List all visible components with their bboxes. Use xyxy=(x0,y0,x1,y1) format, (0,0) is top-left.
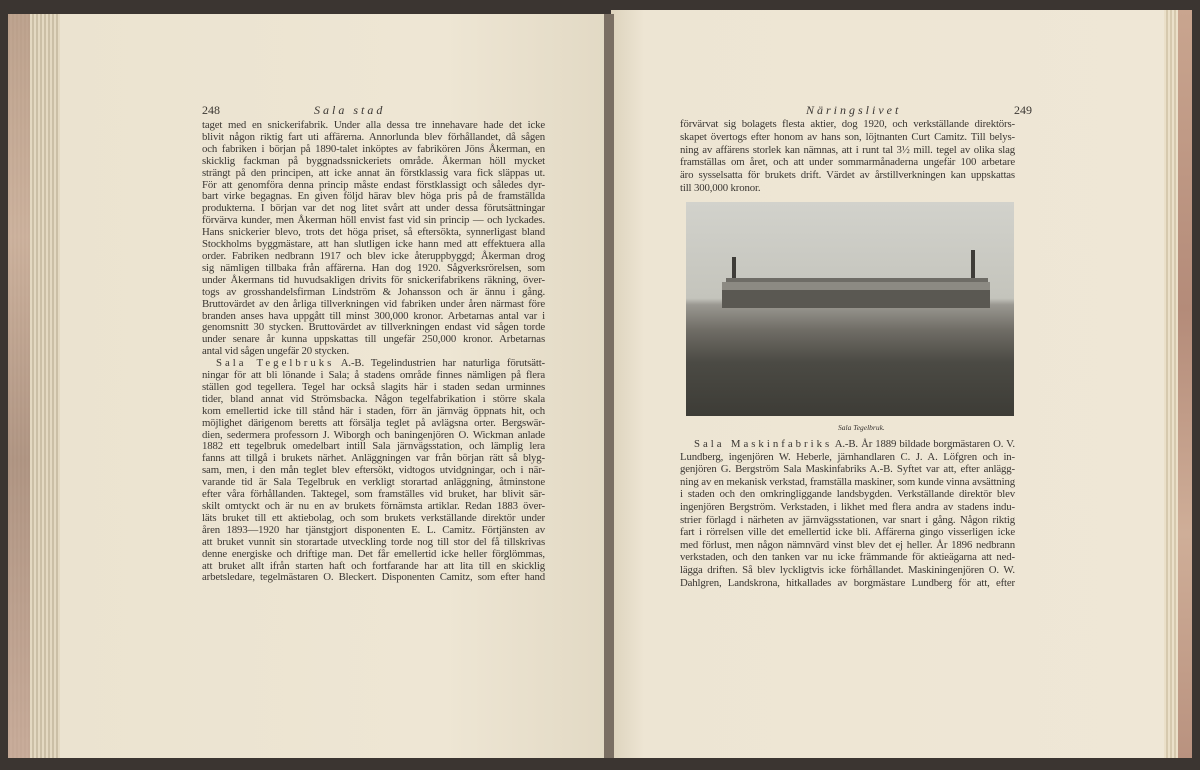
text-line: sig nämligen tillbaka från affärerna. Han dog 1920. Sågverksrörelsen, som xyxy=(202,261,545,274)
left-body-text xyxy=(202,120,545,584)
right-body-text xyxy=(680,118,1015,195)
text-line: taget med en snickerifabrik. Under alla dessa tre innehavare hade det icke xyxy=(202,119,545,131)
text-line: att bruket vunnit sin storartade utveckling torde nog till stor del få tillskrivas xyxy=(202,535,545,548)
section-title: Sala Maskinfabriks xyxy=(694,438,833,450)
page-edges-left xyxy=(8,14,62,758)
text-line: ningar för att bli lönande i Sala; å stadens område finnes nämligen på flera xyxy=(202,369,545,382)
text-line: under senare år kunna uppskattas till ungefär 250,000 kronor. Arbetarnas xyxy=(202,333,545,346)
text-line: att bruket allt ifrån starten haft och fortfarande har att lita till en skicklig xyxy=(202,559,545,572)
text-line: till 300,000 kronor. xyxy=(680,181,761,194)
text-line: möjlighet därigenom beretts att försälja teglet på avlägsna orter. Bergswär- xyxy=(202,416,545,429)
text-line: åren 1893—1920 har tjänstgjort disponenten E. L. Camitz. Förtjänsten av xyxy=(202,523,545,536)
text-line: ning av en mekanisk verkstad, framställa maskiner, som kunde vinna avsättning xyxy=(680,475,1015,488)
text-span: A.-B. År 1889 bildade borgmästaren O. V. xyxy=(832,438,1015,450)
text-line: order. Fabriken nedbrann 1917 och blev icke återuppbyggd; Åkerman drog xyxy=(202,249,545,262)
text-line: fanns att tillgå i brukets närhet. Anläggningen var från början rätt så blyg- xyxy=(202,452,545,465)
text-line: sam, men, i den mån teglet blev eftersökt, vidtogos utvidgningar, och i när- xyxy=(202,464,545,477)
text-line: bart virke begagnas. En given följd härav blev höga pris på de framställda xyxy=(202,190,545,203)
text-line: strier förlagd i närheten av järnvägsstationen, var snart i gång. Någon riktig xyxy=(680,513,1015,526)
text-line: skicklig fackman på byggnadssnickeriets område. Åkerman höll mycket xyxy=(202,154,545,167)
text-line: Lundberg, ingenjören W. Heberle, järnhandlaren C. J. A. Löfgren och in- xyxy=(680,450,1015,463)
text-line: äro sysselsatta för brukets drift. Värdet av årstillverkningen kan uppskattas xyxy=(680,169,1015,182)
text-line: läts bruket till ett aktiebolag, och som brukets verkställande direktör under xyxy=(202,511,545,524)
text-line: Bruttovärdet av den årliga tillverkningen vid fabriken under åren närmast före xyxy=(202,297,545,310)
text-line: förvärva kunder, men Åkerman höll envist fast vid sin princip — och lyckades. xyxy=(202,214,545,227)
text-line: varande tid är Sala Tegelbruk en verkligt storartad anläggning, åtminstone xyxy=(202,476,545,489)
text-line: fart i rörrelsen ville det emellertid icke bli. Affärerna gingo visserligen icke xyxy=(680,526,1015,539)
page-edges-right xyxy=(1162,10,1192,758)
text-line: dien, sedermera professorn J. Wiborgh och baningenjören O. Wickman anlade xyxy=(202,428,545,441)
running-head-right: Näringslivet xyxy=(806,103,902,117)
text-line: skilt omtyckt och är nu en av brukets förnämsta artiklar. Redan 1883 över- xyxy=(202,500,545,512)
text-line xyxy=(680,438,1015,451)
text-line: framställas om året, och att under sommarmånaderna ungefär 100 arbetare xyxy=(680,156,1015,169)
running-head-left: Sala stad xyxy=(314,103,386,117)
text-line: blivit någon riktig fart uti affärerna. Annorlunda blev förhållandet, då sågen xyxy=(202,130,545,143)
right-section-text xyxy=(680,438,1015,589)
text-line: med förlust, men någon nämnvärd vinst blev det ej heller. År 1896 nedbrann xyxy=(680,538,1015,551)
text-line: strängt på den principen, att icke annat än förstklassig vara fick släppas ut. xyxy=(202,166,545,179)
text-line: branden anses hava uppgått till minst 300,000 kronor. Arbetarnas antal var i xyxy=(202,309,545,322)
text-line: produkterna. I början var det nog litet svårt att under dessa förutsättningar xyxy=(202,202,545,215)
text-line: ställen god tegellera. Tegel har också slagits här i staden sedan urminnes xyxy=(202,380,545,393)
text-line: och fabriken i början på 1890-talet inköptes av fabrikören Jöns Åkerman, en xyxy=(202,142,545,155)
text-line: genomsnitt 30 stycken. Bruttovärdet av tillverkningen endast vid sågen torde xyxy=(202,321,545,334)
page-number-left: 248 xyxy=(202,103,220,117)
text-line: 1882 ett tegelbruk omedelbart intill Sala järnvägsstation, och lämplig lera xyxy=(202,440,545,453)
text-line: ning av affärens storlek kan nämnas, att i runt tal 3½ mill. tegel av olika slag xyxy=(680,143,1015,156)
section-title: Sala Tegelbruks xyxy=(216,357,335,370)
text-line: denne energiske och driftige man. Det får emellertid icke heller förglömmas, xyxy=(202,547,545,560)
text-line: under Åkermans tid huvudsakligen drivits för snickerifabrikens räkning, över- xyxy=(202,273,545,286)
text-line: efter våra förhållanden. Taktegel, som framställes vid bruket, har blivit sär- xyxy=(202,488,545,501)
text-line: förvärvat sig bolagets flesta aktier, dog 1920, och verkställande direktörs- xyxy=(680,118,1015,130)
book-gutter xyxy=(604,14,614,758)
text-line: skapet övertogs efter honom av hans son, löjtnanten Curt Camitz. Till belys- xyxy=(680,130,1015,143)
text-line: genjören G. Bergström Sala Maskinfabriks A.-B. Syftet var att, efter anlägg- xyxy=(680,463,1015,476)
text-line: ingenjören Bergström. Verkstaden, i likhet med flera andra av stadens indu- xyxy=(680,500,1015,513)
text-line: kom emellertid icke till stånd här i staden, förr än järnväg öppnats hit, och xyxy=(202,404,545,417)
photo-sala-tegelbruk xyxy=(686,202,1014,416)
text-line: tider, bland annat vid Strömsbacka. Någon tegelfabrikation i större skala xyxy=(202,392,545,405)
text-line: Hans snickerier blevo, trots det höga priset, så eftersökta, synnerligast bland xyxy=(202,226,545,239)
photo-caption: Sala Tegelbruk. xyxy=(838,423,885,432)
page-number-right: 249 xyxy=(1014,103,1032,117)
text-line: lägga driften. Så blev lyckligtvis icke förhållandet. Maskiningenjören O. W. xyxy=(680,563,1015,576)
text-line: togs av grosshandelsfirman Lindström & Johansson och är ännu i gång. xyxy=(202,285,545,298)
text-line: i staden och den omkringliggande landsbygden. Verkställande direktör blev xyxy=(680,488,1015,501)
text-span: A.-B. Tegelindustrien har naturliga förutsätt- xyxy=(334,357,545,370)
text-line: För att genomföra denna princip måste endast förstklassigt och således dyr- xyxy=(202,178,545,191)
text-line: Dahlgren, Landskrona, hitkallades av borgmästare Lundberg för att, efter xyxy=(680,576,1015,589)
text-line: Stockholms byggmästare, att han slutligen icke hann med att effektuera alla xyxy=(202,238,545,251)
text-line: antal vid sågen ungefär 20 stycken. xyxy=(202,345,350,358)
text-line: verkstaden, och den tanken var nu icke främmande för aktieägarna att ned- xyxy=(680,551,1015,564)
text-line: arbetsledare, tegelmästaren O. Bleckert. Disponenten Camitz, som efter hand xyxy=(202,571,545,584)
